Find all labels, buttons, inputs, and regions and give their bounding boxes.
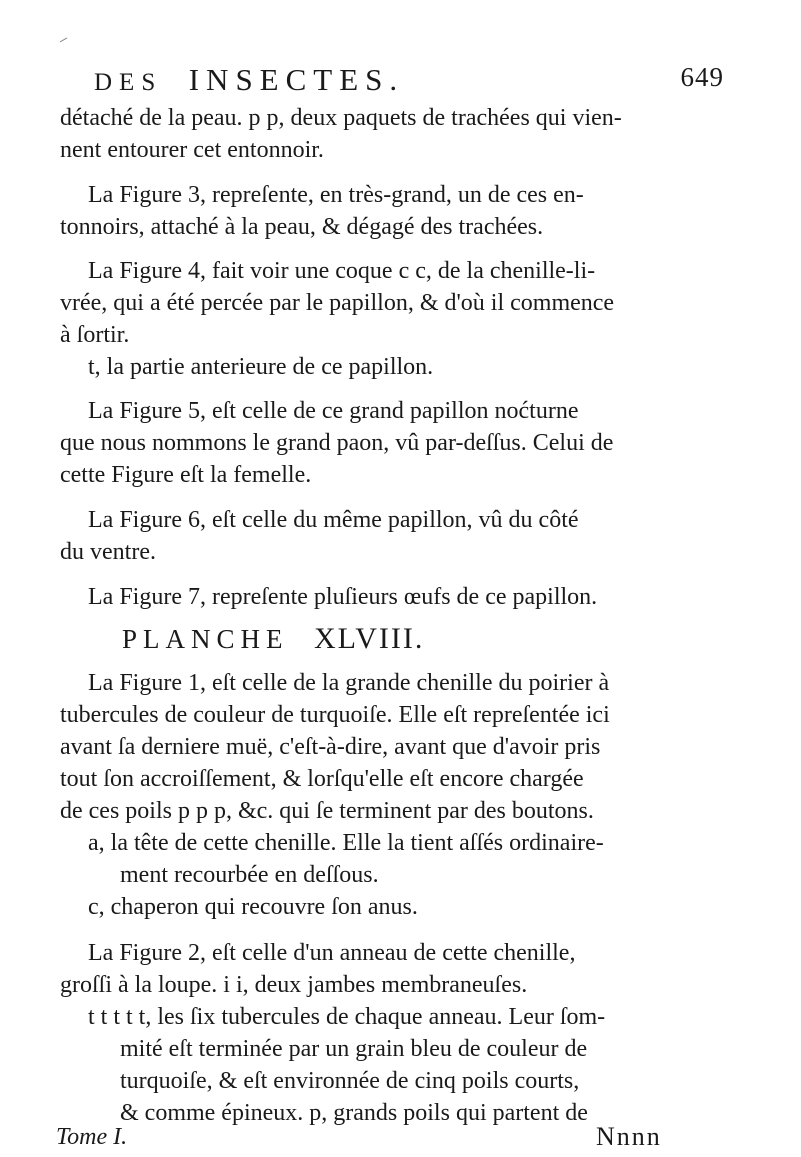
text-line: avant ſa derniere muë, c'eſt-à-dire, avant que d'avoir pris	[60, 734, 601, 760]
signature-mark: Nnnn	[596, 1122, 662, 1151]
page-speck	[60, 37, 70, 47]
text-line: du ventre.	[60, 539, 156, 565]
text-line: mité eſt terminée par un grain bleu de couleur de	[120, 1036, 588, 1062]
text-line: c, chaperon qui recouvre ſon anus.	[88, 894, 418, 920]
text-line: La Figure 2, eſt celle d'un anneau de cette chenille,	[88, 940, 576, 966]
text-line: ment recourbée en deſſous.	[120, 862, 379, 888]
text-line: a, la tête de cette chenille. Elle la tient aſſés ordinaire-	[88, 830, 604, 856]
tome-label: Tome I.	[56, 1124, 128, 1150]
page-number: 649	[680, 62, 724, 92]
text-line: La Figure 5, eſt celle de ce grand papillon noćturne	[88, 398, 579, 424]
text-line: La Figure 7, repreſente pluſieurs œufs de ce papillon.	[88, 584, 598, 610]
text-line: à ſortir.	[60, 322, 130, 348]
plate-heading: PLANCHE XLVIII.	[122, 622, 425, 655]
text-line: t t t t t, les ſix tubercules de chaque anneau. Leur ſom-	[88, 1004, 606, 1030]
text-line: turquoiſe, & eſt environnée de cinq poils courts,	[120, 1068, 580, 1094]
text-line: tonnoirs, attaché à la peau, & dégagé des trachées.	[60, 214, 544, 240]
running-title: DES INSECTES.	[94, 62, 405, 97]
text-line: La Figure 6, eſt celle du même papillon, vû du côté	[88, 507, 579, 533]
running-header	[94, 62, 724, 102]
text-line: détaché de la peau. p p, deux paquets de trachées qui vien-	[60, 105, 622, 131]
text-line: La Figure 3, repreſente, en très-grand, un de ces en-	[88, 182, 584, 208]
text-line: de ces poils p p p, &c. qui ſe terminent par des boutons.	[60, 798, 594, 824]
text-line: que nous nommons le grand paon, vû par-deſſus. Celui de	[60, 430, 614, 456]
text-line: tubercules de couleur de turquoiſe. Elle eſt repreſentée ici	[60, 702, 610, 728]
text-line: La Figure 4, fait voir une coque c c, de la chenille-li-	[88, 258, 596, 284]
text-line: vrée, qui a été percée par le papillon, & d'où il commence	[60, 290, 615, 316]
text-line: groſſi à la loupe. i i, deux jambes membraneuſes.	[60, 972, 528, 998]
text-line: & comme épineux. p, grands poils qui partent de	[120, 1100, 588, 1126]
text-line: t, la partie anterieure de ce papillon.	[88, 354, 434, 380]
text-line: La Figure 1, eſt celle de la grande chenille du poirier à	[88, 670, 610, 696]
text-line: nent entourer cet entonnoir.	[60, 137, 324, 163]
text-line: cette Figure eſt la femelle.	[60, 462, 312, 488]
text-line: tout ſon accroiſſement, & lorſqu'elle eſt encore chargée	[60, 766, 584, 792]
